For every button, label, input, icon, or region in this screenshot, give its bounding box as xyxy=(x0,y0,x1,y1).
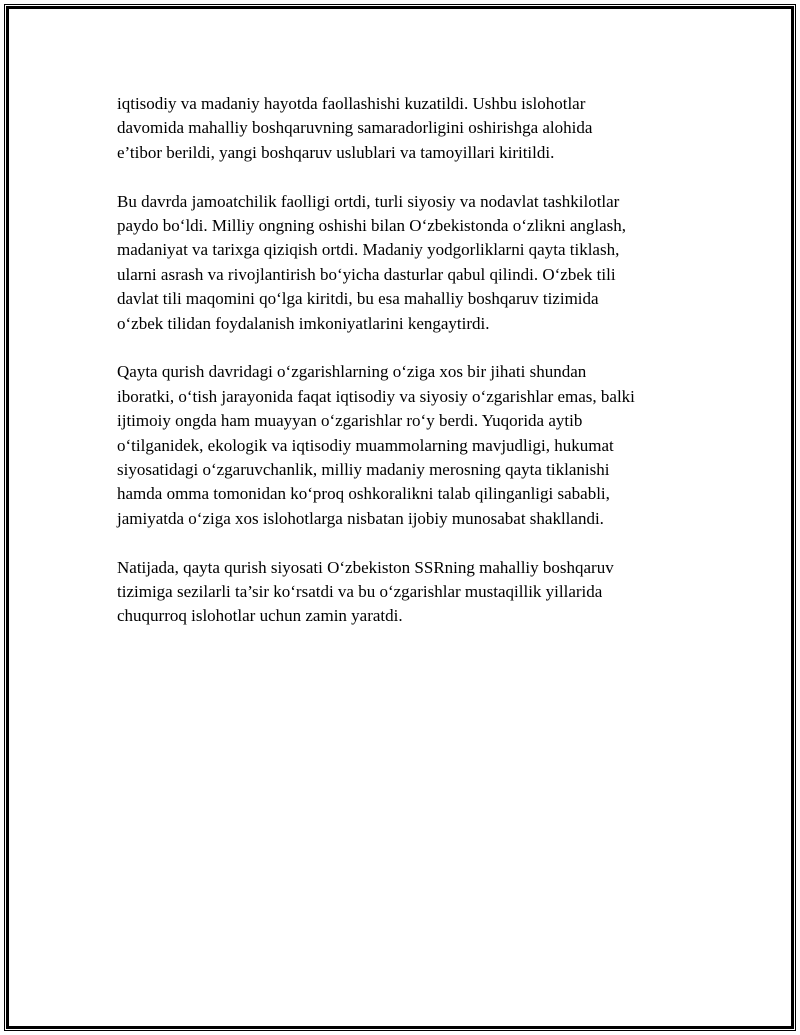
paragraph-2 xyxy=(117,190,687,336)
text-line: davlat tili maqomini qo‘lga kiritdi, bu esa mahalliy boshqaruv tizimida xyxy=(117,289,599,309)
text-line: paydo bo‘ldi. Milliy ongning oshishi bilan O‘zbekistonda o‘zlikni anglash, xyxy=(117,216,626,236)
paragraph-3 xyxy=(117,360,687,531)
text-line: Natijada, qayta qurish siyosati O‘zbekiston SSRning mahalliy boshqaruv xyxy=(117,557,614,577)
text-line: o‘zbek tilidan foydalanish imkoniyatlarini kengaytirdi. xyxy=(117,313,490,333)
text-line: Qayta qurish davridagi o‘zgarishlarning o‘ziga xos bir jihati shundan xyxy=(117,362,587,382)
text-line: tizimiga sezilarli ta’sir ko‘rsatdi va bu o‘zgarishlar mustaqillik yillarida xyxy=(117,582,603,602)
text-line: Bu davrda jamoatchilik faolligi ortdi, turli siyosiy va nodavlat tashkilotlar xyxy=(117,191,620,211)
text-line: ularni asrash va rivojlantirish bo‘yicha dasturlar qabul qilindi. O‘zbek tili xyxy=(117,264,616,284)
text-line: hamda omma tomonidan ko‘proq oshkoralikni talab qilinganligi sababli, xyxy=(117,484,610,504)
text-line: iqtisodiy va madaniy hayotda faollashishi kuzatildi. Ushbu islohotlar xyxy=(117,94,586,113)
text-line: o‘tilganidek, ekologik va iqtisodiy muammolarning mavjudligi, hukumat xyxy=(117,435,614,455)
text-line: davomida mahalliy boshqaruvning samaradorligini oshirishga alohida xyxy=(117,118,593,138)
text-line: madaniyat va tarixga qiziqish ortdi. Madaniy yodgorliklarni qayta tiklash, xyxy=(117,240,620,260)
paragraph-1 xyxy=(117,92,687,165)
text-line: chuqurroq islohotlar uchun zamin yaratdi. xyxy=(117,606,403,626)
document-body xyxy=(117,92,687,653)
text-line: jamiyatda o‘ziga xos islohotlarga nisbatan ijobiy munosabat shakllandi. xyxy=(117,508,604,528)
text-line: ijtimoiy ongda ham muayyan o‘zgarishlar ro‘y berdi. Yuqorida aytib xyxy=(117,411,583,431)
text-line: e’tibor berildi, yangi boshqaruv uslublari va tamoyillari kiritildi. xyxy=(117,142,555,162)
text-line: siyosatidagi o‘zgaruvchanlik, milliy madaniy merosning qayta tiklanishi xyxy=(117,460,610,480)
paragraph-4 xyxy=(117,556,687,629)
text-line: iboratki, o‘tish jarayonida faqat iqtisodiy va siyosiy o‘zgarishlar emas, balki xyxy=(117,386,635,406)
